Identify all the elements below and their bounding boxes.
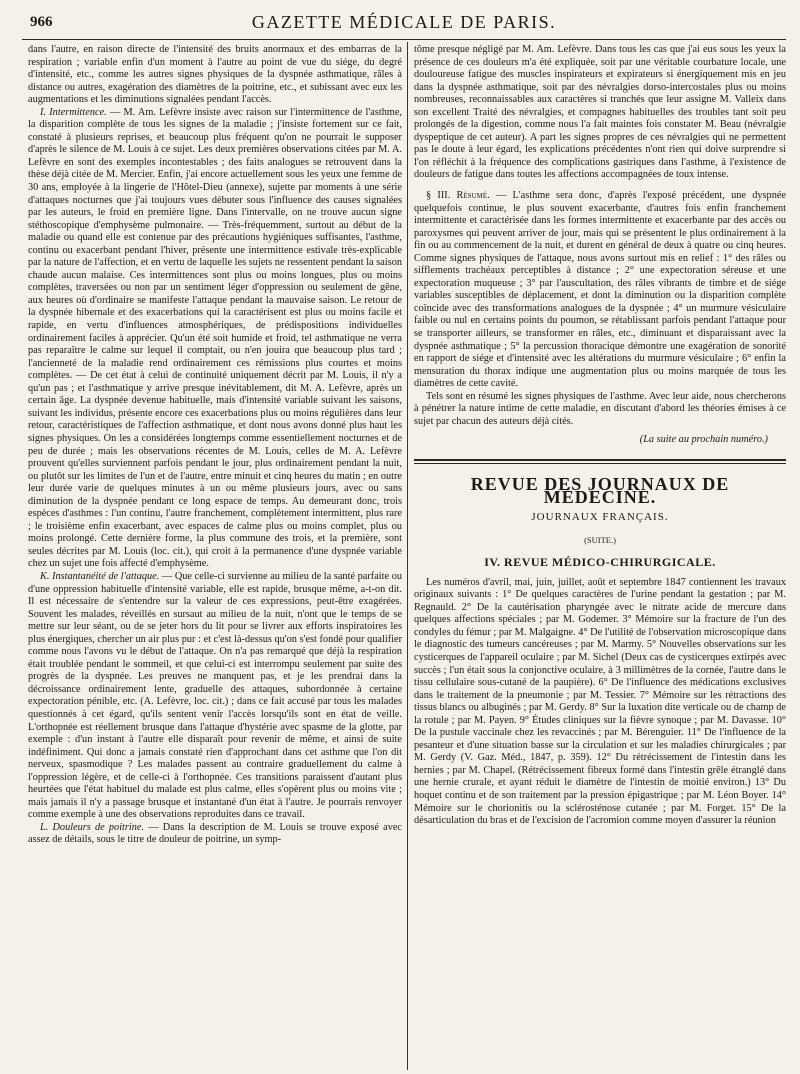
column-divider (407, 42, 408, 1070)
paragraph-text: — Dans la description de M. Louis se trouve exposé avec assez de détails, sous le titre de douleur de poitrine, un symp- (28, 821, 402, 846)
page-header (22, 8, 786, 36)
section-heading: L. Douleurs de poitrine. (40, 821, 145, 833)
left-column (28, 44, 402, 1068)
paragraph-text: — Que celle-ci survienne au milieu de la santé parfaite ou d'une oppression habituelle d'intensité variable, elle est rapide, brusque même, a-t-on dit. Il est nécessaire de s'entendre sur la valeur de ces expressions, peut-être exagérées. Souvent les malades, réveillés en sursaut au milieu de la nuit, n'ont que le temps de se mettre sur leur séant, ou de se jeter hors du lit pour se livrer aux efforts inspiratoires les plus énergiques, chercher un air plus pur : et c'est là-dessus qu'on s'est fondé pour qualifier comme nous l'avons vu le début de l'attaque. On n'a pas remarqué que déjà la respiration était troublée pendant le sommeil, et que celui-ci est interrompu seulement par suite des progrès de la dyspnée. Les preuves ne manquent pas, et je les prendrai dans la décroissance ordinairement lente, graduelle des attaques, subordonnée à certaine expectoration pénible, etc. (A. Lefèvre, loc. cit.) ; dans ce fait accusé par tous les malades questionnés à cet égard, qu'ils sentent venir l'accès lorsqu'ils sont en état de veille. L'orthopnée est réellement brusque dans l'attaque d'hystérie avec spasme de la glotte, par exemple : d'un instant à l'autre elle disparaît pour revenir de même, et ainsi de suite indéfiniment. Qui donc a jamais constaté rien d'approchant dans cet asthme que l'on dit nerveux, spasmodique ? Les malades passent au contraire graduellement du calme à l'oppression légère, et de celle-ci à l'orthopnée. Ces transitions paraissent d'autant plus heurtées que l'état habituel du malade est plus calme, elles s'opèrent plus ou moins vite ; mais jamais il n'y a passage brusque et instantané d'un état à l'autre. Je pourrais renvoyer comme exemple à une des observations reproduites dans ce travail. (28, 570, 402, 821)
paragraph-douleurs (28, 822, 402, 847)
revue-section-heading: IV. REVUE MÉDICO-CHIRURGICALE. (484, 555, 716, 570)
revue-subtitle: JOURNAUX FRANÇAIS. (531, 511, 669, 524)
section-heading: I. Intermittence. (40, 106, 107, 118)
paragraph-revue: Les numéros d'avril, mai, juin, juillet, août et septembre 1847 contiennent les travaux originaux suivants : 1° De quelques caractères de l'urine pendant la gestation ; par M. Regnauld. 2° De la cautérisation pharyngée avec le nitrate acide de mercure dans quelques affections spéciales ; par M. Godemer. 3° Mémoire sur la fracture de l'un des condyles du fémur ; par M. Malgaigne. 4° De l'utilité de l'observation microscopique dans le diagnostic des tumeurs cancéreuses ; par M. Marmy. 5° Nouvelles observations sur les cysticerques de l'appareil oculaire ; par M. Sichel (Deux cas de cysticerques extirpés avec succès ; l'un était sous la conjonctive oculaire, à 3 millimètres de la cornée, l'autre dans le tissu cellulaire sous-cutané de la paupière). 6° De l'influence des médications exclusives dans le traitement de la pneumonie ; par M. Tessier. 7° Mémoire sur les rétractions des tissus blancs ou albuginés ; par M. Gerdy. 8° Sur la luxation dite verticale ou de champ de la rotule ; par M. Payen. 9° Études cliniques sur la fièvre synoque ; par M. Davasse. 10° De la pustule vaccinale chez les revaccinés ; par M. Bérenguier. 11° De l'influence de la pesanteur et d'une situation basse sur la circulation et sur les maladies chirurgicales ; par M. Gerdy (V. Gaz. Méd., 1847, p. 359). 12° Du rétrécissement de l'intestin dans les hernies ; par M. Chapel. (Rétrécissement fibreux formé dans l'intestin grêle étranglé dans une hernie crurale, et ayant réduit le diamètre de l'intestin de moitié environ.) 13° Du hoquet continu et de son traitement par la pression épigastrique ; par M. Léon Boyer. 14° Mémoire sur le chorionitis ou la sclérosténose cutanée ; par M. Forget. 15° De la désarticulation du bras et de l'excision de l'acromion comme moyen d'assurer la réunion (414, 576, 786, 827)
paragraph-text: — M. Am. Lefèvre insiste avec raison sur l'intermittence de l'asthme, la disparition complète de tous les signes de la maladie ; j'insiste fortement sur ce fait, constaté à plusieurs reprises, et beaucoup plus fréquent qu'on ne pourrait le supposer d'après le silence de M. Louis à ce sujet. Les deux premières observations citées par M. A. Lefèvre en sont des exemples incontestables ; des faits analogues se retrouvent dans la thèse déjà citée de M. Mercier. Enfin, j'ai encore actuellement sous les yeux une femme de 30 ans, employée à la lingerie de l'Hôtel-Dieu (annexe), sujette par moments à une série d'attaques nocturnes que j'ai toujours vues débuter sous l'influence des causes signalées par les auteurs, le froid en première ligne. Dans l'intervalle, on ne trouve aucun signe stéthoscopique d'emphysème pulmonaire. — Très-fréquemment, surtout au début de la maladie ou quand elle est contenue par des précautions hygiéniques suffisantes, l'asthme, continu ou exacerbant pendant l'hiver, présente une intermittence estivale très-explicable par la nature de l'affection, et en vertu de laquelle les sujets ne ressentent pendant la saison chaude aucun malaise. Ces intermittences sont plus ou moins longues, plus ou moins complètes, traversées ou non par un sentiment léger d'oppression ou seulement de gêne, aux heures où d'ordinaire se manifeste l'attaque pendant la mauvaise saison. Le retour de la dyspnée hibernale et des exacerbations qui la caractérisent est plus ou moins facile et rapide, en vertu d'influences atmosphériques, de prédispositions individuelles ordinairement faciles à apprécier. Qu'un été soit humide et froid, tel asthmatique ne verra pas reparaître le calme sur lequel il comptait, ou n'en jouira que beaucoup plus tard ; l'ancienneté de la maladie rend ordinairement ces rémissions plus courtes et moins complètes. — De cet état à celui de continuité uniquement décrit par M. Louis, il n'y a qu'un pas ; et l'asthmatique y arrive presque inévitablement, dit M. A. Lefèvre, après un certain âge. La dyspnée devenue habituelle, mais d'intensité variable suivant les saisons, suivant les individus, présente encore ces exacerbations plus ou moins régulières dans leur retour, caractéristiques de l'affection asthmatique, et dont nous avons donné plus haut les signes physiques. On les a considérées longtemps comme essentiellement nocturnes et de peu de durée ; mais les observations récentes de M. Louis, celles de M. A. Lefèvre prouvent qu'elles surviennent parfois pendant le jour, plus ordinairement pendant la nuit, ou plutôt sur les limites de l'un et de l'autre, entre minuit et cinq heures du matin ; en outre leur durée varie de quelques minutes à un ou même plusieurs jours, avec ou sans diminution de la dyspnée pendant ce long espace de temps. Au demeurant donc, trois espèces d'asthmes : l'un continu, l'autre franchement, complètement intermittent, plus rare ; le troisième enfin exacerbant, avec espaces de calme plus ou moins complet, plus ou moins prolongé. Cette dernière forme, la plus commune des trois, et la première, sont seules décrites par M. Louis (loc. cit.), qui croit à la permanence d'une dyspnée variable chez un sujet une fois affecté d'emphysème. (28, 106, 402, 570)
page-number: 966 (30, 14, 53, 30)
paragraph: tôme presque négligé par M. Am. Lefèvre. Dans tous les cas que j'ai eus sous les yeux la présence de ces douleurs m'a été expliquée, soit par une véritable courbature locale, une douloureuse fatigue des muscles inspirateurs et expirateurs si énergiquement mis en jeu dans la dyspnée asthmatique, soit par des névralgies dorso-intercostales plus ou moins nombreuses, reconnaissables aux caractères si tranchés que leur assigne M. Valleix dans son excellent Traité des névralgies, et compagnes habituelles des troubles tant soit peu prolongés de la digestion, comme nous l'a fait maintes fois constater M. Beau (névralgie dyspeptique de cet auteur). A part les signes propres de ces névralgies qui ne permettent pas le doute à leur égard, les explications précédentes n'ont rien qui doive surprendre si l'on réfléchit à la fréquence des complications gastriques dans l'asthme, à l'existence de douleurs de fatigue dans toutes les affections accompagnées de toux intense. (414, 44, 786, 181)
revue-title: REVUE DES JOURNAUX DE MÉDECINE. (470, 473, 730, 507)
section-heading: K. Instantanéité de l'attaque. (40, 570, 160, 582)
section-rule (414, 459, 786, 461)
right-column (414, 44, 786, 1068)
paragraph-resume (414, 190, 786, 391)
paragraph-intermittence (28, 107, 402, 571)
paragraph: Tels sont en résumé les signes physiques de l'asthme. Avec leur aide, nous chercherons à pénétrer la nature intime de cette maladie, en discutant d'abord les théories émises à ce sujet par chacun des auteurs déjà cités. (414, 390, 786, 427)
paragraph-text: — L'asthme sera donc, d'après l'exposé précédent, une dyspnée quelquefois continue, le plus souvent exacerbante, d'autres fois enfin franchement intermittente et caractérisée dans les formes intermittente et exacerbante par des accès ou paroxysmes qui peuvent arriver de jour, mais qui se présentent le plus ordinairement à la fin ou au commencement de la nuit, et durent en général de deux à quatre ou cinq heures. Comme signes physiques de l'attaque, nous avons surtout mis en relief : 1° des râles ou sifflements trachéaux perceptibles à distance ; 2° une expectoration séreuse et une expectoration muqueuse ; 3° par l'auscultation, des râles vibrants de timbre et de siége variables susceptibles de déplacement, et dont la diminution ou la disparition complète coïncide avec des transformations analogues de la dyspnée ; 4° un murmure vésiculaire faible ou nul en certains points du poumon, se rétablissant parfois pendant l'attaque pour se transporter ailleurs, se transformer en râles, etc., diminuant et disparaissant avec la dyspnée asthmatique ; 5° la percussion thoracique démontre une exagération de sonorité en rapport de siége et d'intensité avec les altérations du murmure vésiculaire ; 6° enfin la mensuration du thorax indique une augmentation plus ou moins marquée de tous les diamètres de cette cavité. (414, 190, 786, 390)
running-title: GAZETTE MÉDICALE DE PARIS. (251, 12, 557, 32)
revue-suite: (SUITE.) (584, 534, 616, 545)
signoff: (La suite au prochain numéro.) (639, 434, 768, 446)
section-rule-thin (414, 463, 786, 464)
paragraph-instantaneite (28, 571, 402, 822)
section-heading: § III. Résumé. (426, 190, 490, 202)
header-rule (22, 39, 786, 40)
paragraph: dans l'autre, en raison directe de l'intensité des bruits anormaux et des embarras de la respiration ; variable enfin d'un moment à l'autre au point de vue du siége, du degré d'intensité, etc., comme les autres signes physiques de la dyspnée asthmatique, râles à distance ou autres, exagération des diamètres de la poitrine, etc., et subissant avec eux les augmentations et les diminutions signalées pendant l'accès. (28, 44, 402, 106)
